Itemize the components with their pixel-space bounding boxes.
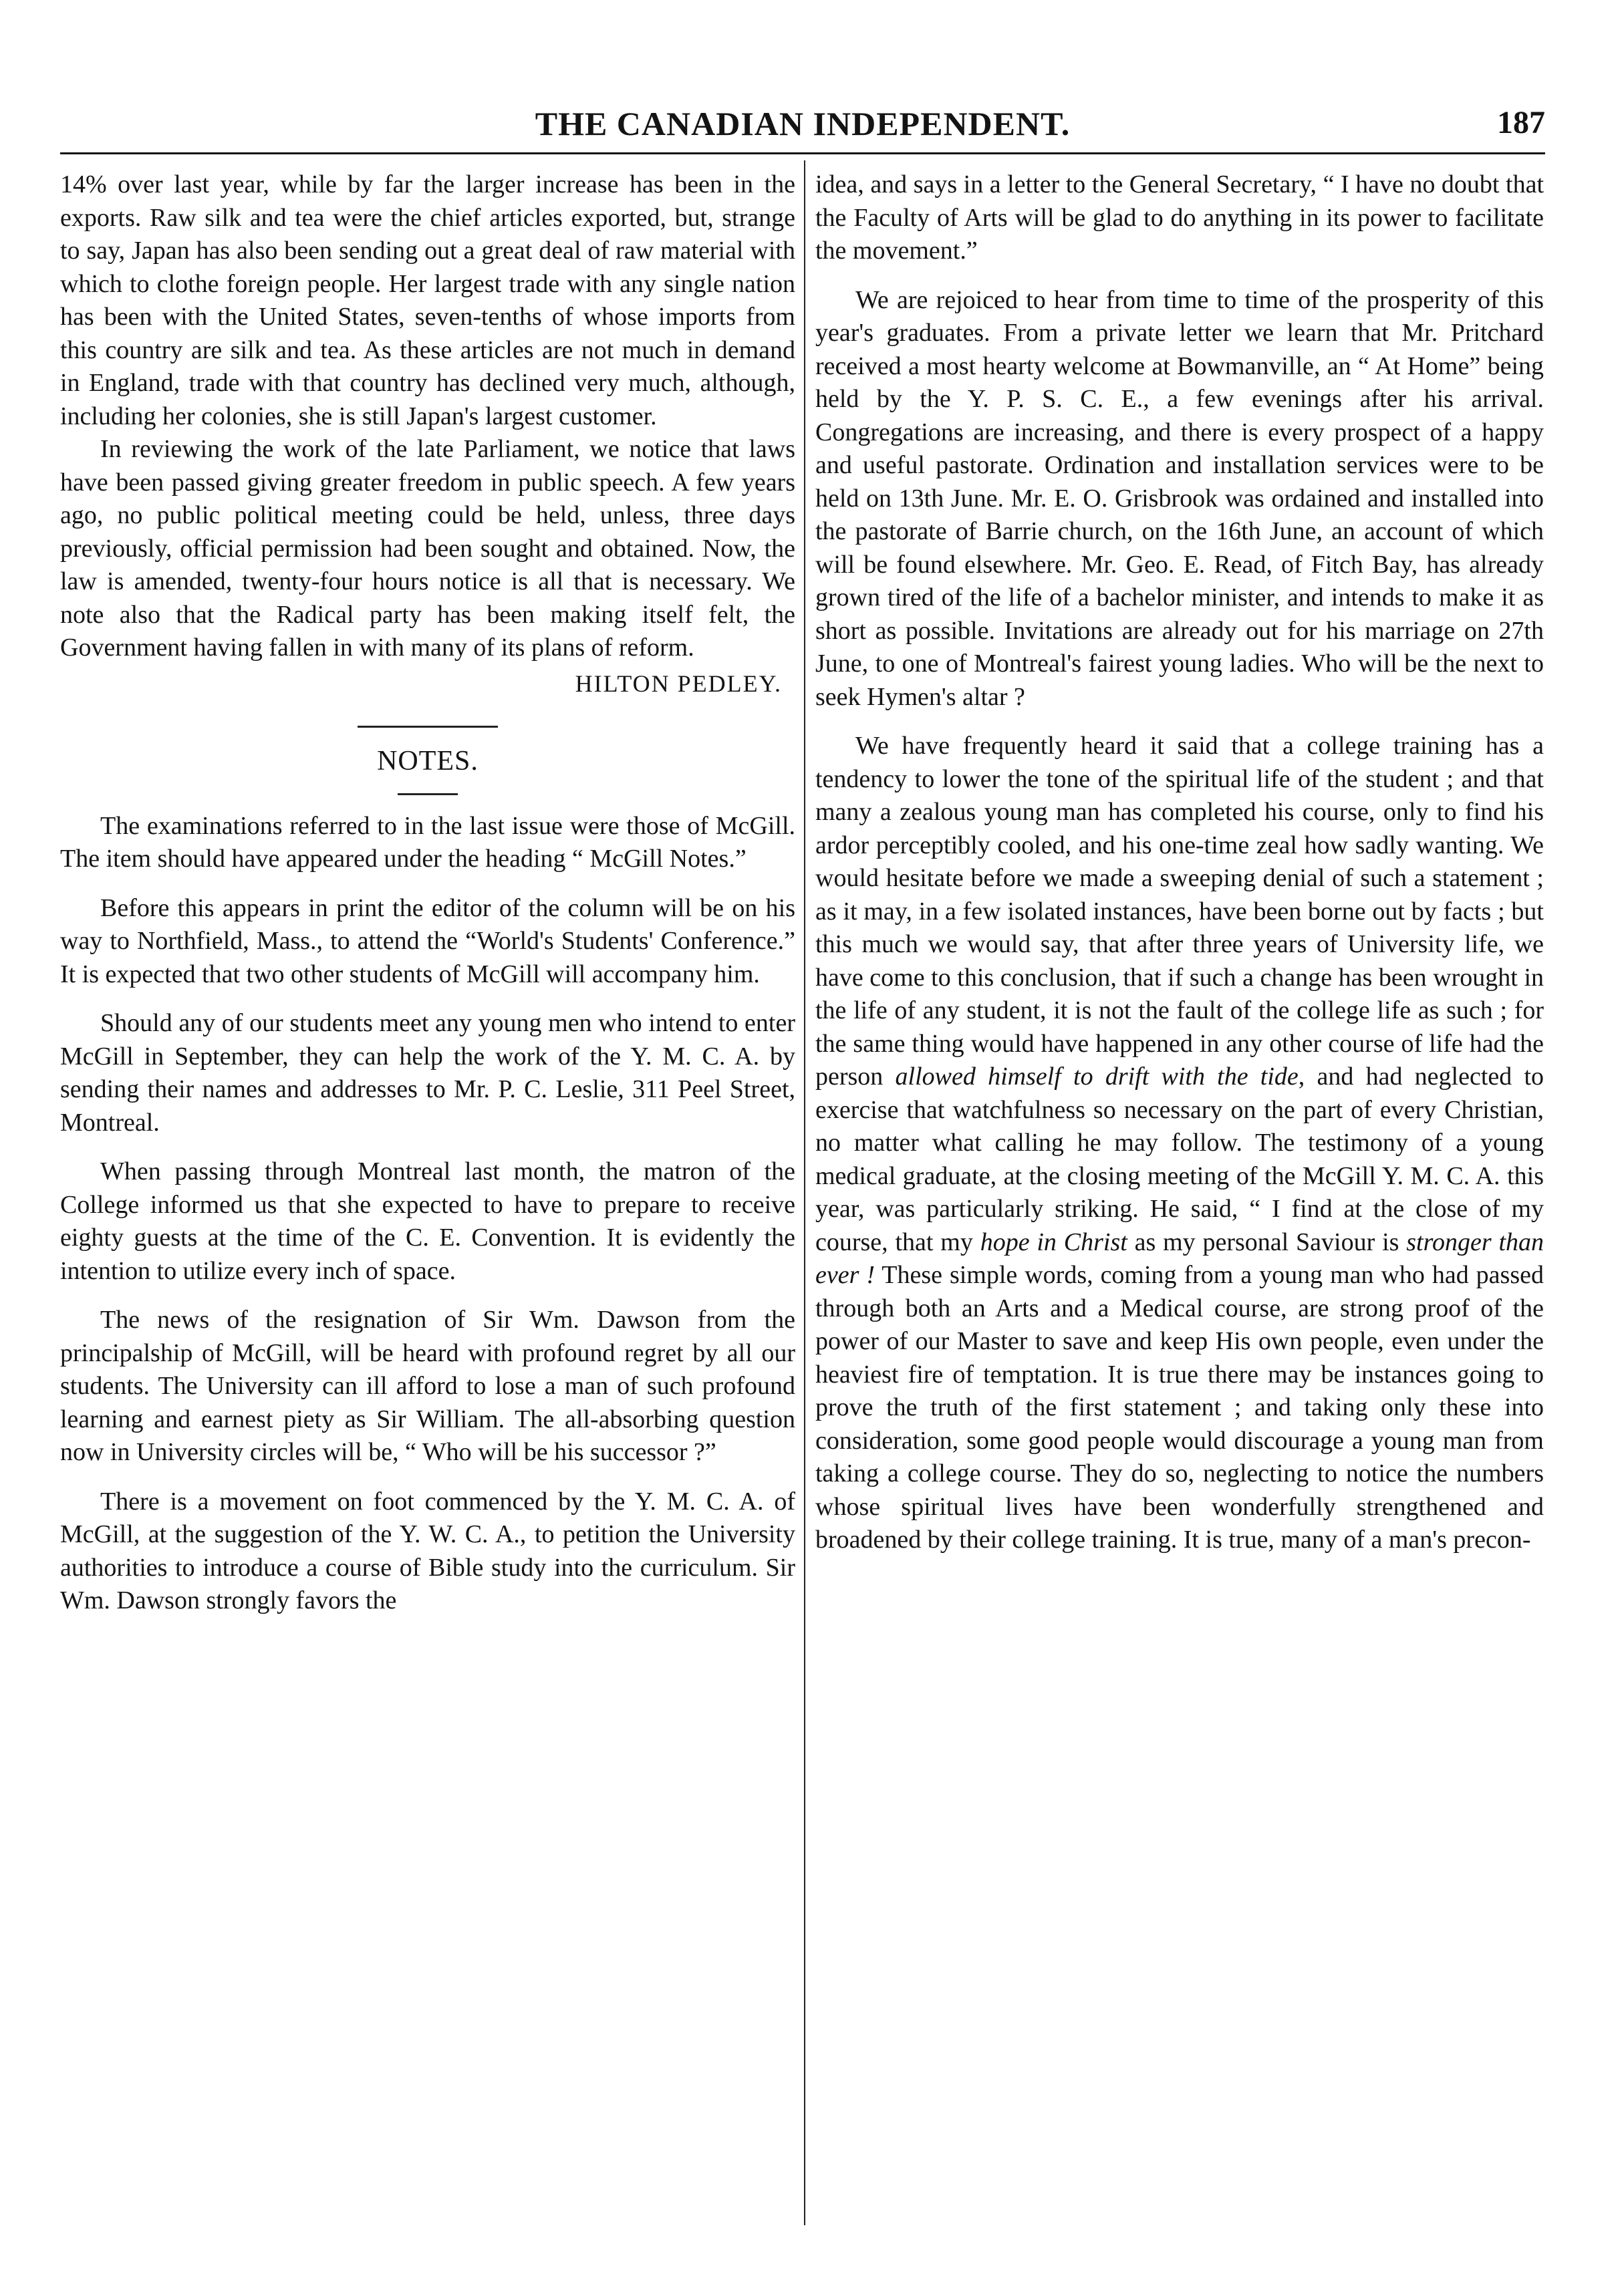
journal-title: THE CANADIAN INDEPENDENT. — [535, 105, 1071, 142]
header-rule — [60, 152, 1545, 154]
notes-heading: NOTES. — [377, 746, 479, 776]
italic-text-run: allowed himself to drift with the tide — [895, 1062, 1299, 1091]
note-paragraph-4: When passing through Montreal last month, the matron of the College informed us that she expected to have to prepare to receive eighty guests at the time of the C. E. Convention. It is evidently the intention to utilize every inch of space. — [60, 1157, 795, 1285]
text-run: as my personal Saviour is — [1134, 1228, 1399, 1256]
note-paragraph-3: Should any of our students meet any young men who intend to enter McGill in September, they can help the work of the Y. M. C. A. by sending their names and addresses to Mr. P. C. Leslie, 311 Peel Street, Montreal. — [60, 1009, 795, 1137]
heading-underline — [398, 793, 458, 795]
section-divider — [358, 726, 498, 728]
article-paragraph-2: In reviewing the work of the late Parliament, we notice that laws have been passed giving greater freedom in public speech. A few years ago, no public political meeting could be held, unless, three days previously, official permission had been sought and obtained. Now, the law is amended, twenty-four hours notice is all that is necessary. We note also that the Radical party has been making itself felt, the Government having fallen in with many of its plans of reform. — [60, 435, 795, 662]
article-paragraph-1: 14% over last year, while by far the larger increase has been in the exports. Raw silk and tea were the chief articles exported, but, strange to say, Japan has also been sending out a great deal of raw material with which to clothe foreign people. Her largest trade with any single nation has been with the United States, seven-tenths of whose imports from this country are silk and tea. As these articles are not much in demand in England, trade with that country has declined very much, although, including her colonies, she is still Japan's largest customer. — [60, 170, 795, 430]
note-paragraph-college-life — [815, 730, 1544, 1557]
column-divider — [804, 160, 805, 2225]
note-paragraph-graduates: We are rejoiced to hear from time to time of the prosperity of this year's graduates. From a private letter we learn that Mr. Pritchard received a most hearty welcome at Bowmanville, an “ At Home” being held by the Y. P. S. C. E., a few evenings after his arrival. Congregations are increasing, and there is every prospect of a happy and useful pastorate. Ordination and installation services were to be held on 13th June. Mr. E. O. Grisbrook was ordained and installed into the pastorate of Barrie church, on the 16th June, an account of which will be found elsewhere. Mr. Geo. E. Read, of Fitch Bay, has already grown tired of the life of a bachelor minister, and intends to make it as short as possible. Invitations are already out for his marriage on 27th June, to one of Montreal's fairest young ladies. Who will be the next to seek Hymen's altar ? — [815, 285, 1544, 711]
note-paragraph-2: Before this appears in print the editor of the column will be on his way to Northfield, Mass., to attend the “World's Students' Conference.” It is expected that two other students of McGill will accompany him. — [60, 893, 795, 988]
text-run: , and had neglected to exercise that watchfulness so necessary on the part of every Christian, no matter what calling he may follow. The testimony of a young medical graduate, at the closing meeting of the McGill Y. M. C. A. this year, was particularly striking. He said, “ I find at the close of my course, that my — [815, 1062, 1544, 1256]
page-header — [60, 100, 1545, 147]
note-paragraph-1: The examinations referred to in the last issue were those of McGill. The item should have appeared under the heading “ McGill Notes.” — [60, 811, 795, 873]
text-run: We have frequently heard it said that a college training has a tendency to lower the tone of the spiritual life of the student ; and that many a zealous young man has completed his course, only to find his ardor perceptibly cooled, and his one-time zeal how sadly wanting. We would hesitate before we made a sweeping denial of such a statement ; as it may, in a few isolated instances, have been borne out by facts ; but this much we would say, that after three years of University life, we have come to this conclusion, that if such a change has been wrought in the life of any student, it is not the fault of the college life as such ; for the same thing would have happened in any other course of life had the person — [815, 732, 1544, 1091]
note-continuation: idea, and says in a letter to the General Secretary, “ I have no doubt that the Faculty of Arts will be glad to do anything in its power to facilitate the movement.” — [815, 170, 1544, 265]
right-column — [815, 168, 1544, 2227]
note-paragraph-6: There is a movement on foot commenced by the Y. M. C. A. of McGill, at the suggestion of the Y. W. C. A., to petition the University authorities to introduce a course of Bible study into the curriculum. Sir Wm. Dawson strongly favors the — [60, 1487, 795, 1614]
left-column — [60, 168, 795, 2227]
text-run: These simple words, coming from a young man who had passed through both an Arts and a Medical course, are strong proof of the power of our Master to save and keep His own people, even under the heaviest fire of temptation. It is true there may be instances going to prove the truth of the first statement ; and taking only these into consideration, some good people would discourage a young man from taking a college course. They do so, neglecting to notice the numbers whose spiritual lives have been wonderfully strengthened and broadened by their college training. It is true, many of a man's precon- — [815, 1261, 1544, 1554]
author-signature: HILTON PEDLEY. — [575, 670, 782, 697]
note-paragraph-5: The news of the resignation of Sir Wm. Dawson from the principalship of McGill, will be heard with profound regret by all our students. The University can ill afford to lose a man of such profound learning and earnest piety as Sir William. The all-absorbing question now in University circles will be, “ Who will be his successor ?” — [60, 1306, 795, 1466]
italic-text-run: hope in Christ — [980, 1228, 1127, 1256]
italic-text-run: stronger than ever ! — [815, 1228, 1544, 1289]
page-number: 187 — [1497, 105, 1545, 140]
